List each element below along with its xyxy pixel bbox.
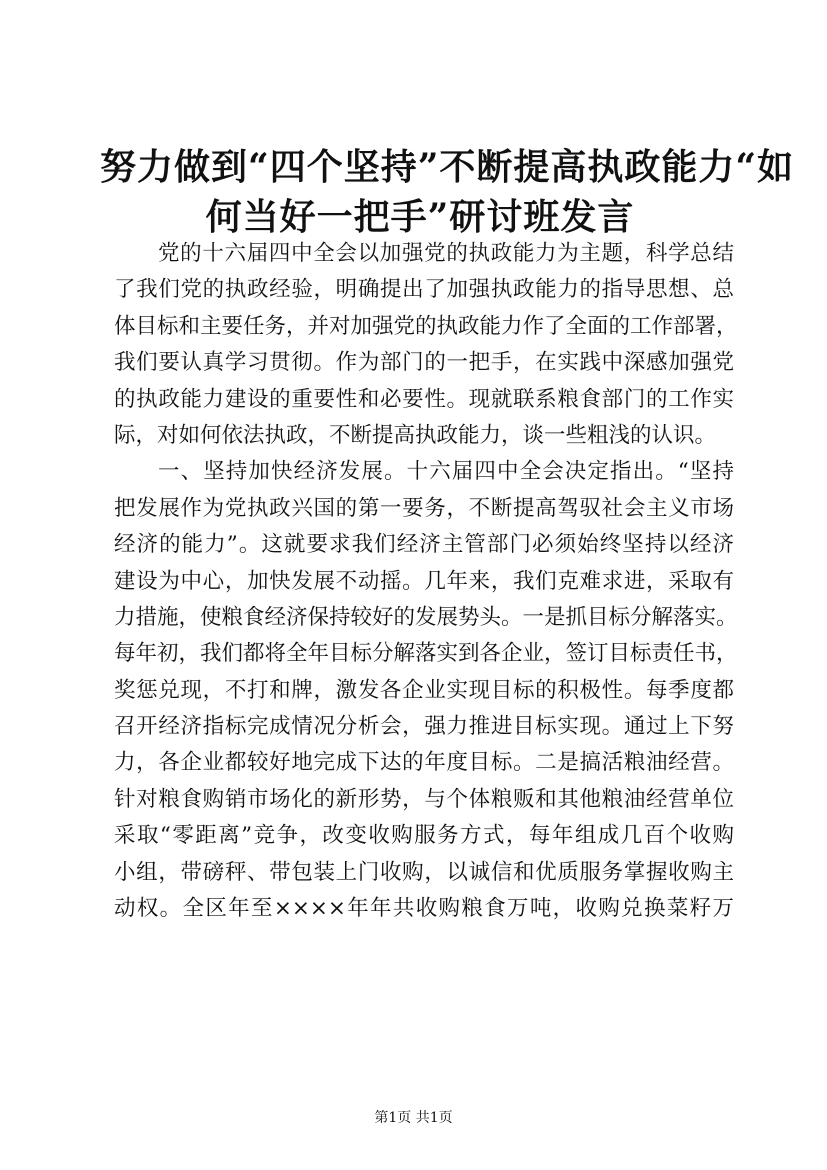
paragraph-line: 一、坚持加快经济发展。十六届四中全会决定指出。“坚持 — [158, 459, 734, 485]
paragraph-line: 把发展作为党执政兴国的第一要务，不断提高驾驭社会主义市场 — [114, 495, 734, 521]
paragraph-line: 小组，带磅秤、带包装上门收购，以诚信和优质服务掌握收购主 — [114, 859, 734, 885]
paragraph-line: 党的十六届四中全会以加强党的执政能力为主题，科学总结 — [158, 241, 734, 266]
paragraph-line: 际，对如何依法执政，不断提高执政能力，谈一些粗浅的认识。 — [114, 422, 717, 448]
paragraph-line: 了我们党的执政经验，明确提出了加强执政能力的指导思想、总 — [114, 277, 734, 303]
title-line: 何当好一把手”研讨班发言 — [205, 196, 635, 238]
paragraph-line: 召开经济指标完成情况分析会，强力推进目标实现。通过上下努 — [114, 714, 734, 740]
paragraph-line: 经济的能力”。这就要求我们经济主管部门必须始终坚持以经济 — [114, 532, 734, 558]
document-body — [114, 236, 738, 927]
paragraph-line: 的执政能力建设的重要性和必要性。现就联系粮食部门的工作实 — [114, 386, 734, 412]
paragraph-line: 力措施，使粮食经济保持较好的发展势头。一是抓目标分解落实。 — [114, 604, 738, 630]
paragraph-line: 每年初，我们都将全年目标分解落实到各企业，签订目标责任书， — [114, 641, 738, 667]
paragraph-line: 针对粮食购销市场化的新形势，与个体粮贩和其他粮油经营单位 — [114, 786, 734, 812]
paragraph-line: 采取“零距离”竞争，改变收购服务方式，每年组成几百个收购 — [114, 823, 734, 849]
paragraph-line: 力，各企业都较好地完成下达的年度目标。二是搞活粮油经营。 — [114, 750, 734, 776]
paragraph-line: 动权。全区年至××××年年共收购粮食万吨，收购兑换菜籽万 — [114, 896, 734, 922]
paragraph-line: 奖惩兑现，不打和牌，激发各企业实现目标的积极性。每季度都 — [114, 677, 734, 703]
title-line: 努力做到“四个坚持”不断提高执政能力“如 — [100, 146, 795, 188]
page-number-footer: 第1页 共1页 — [374, 1110, 453, 1126]
document-title — [100, 142, 795, 242]
paragraph-line: 建设为中心，加快发展不动摇。几年来，我们克难求进，采取有 — [114, 568, 734, 594]
paragraph-line: 我们要认真学习贯彻。作为部门的一把手，在实践中深感加强党 — [114, 350, 734, 376]
paragraph-line: 体目标和主要任务，并对加强党的执政能力作了全面的工作部署， — [114, 313, 738, 339]
